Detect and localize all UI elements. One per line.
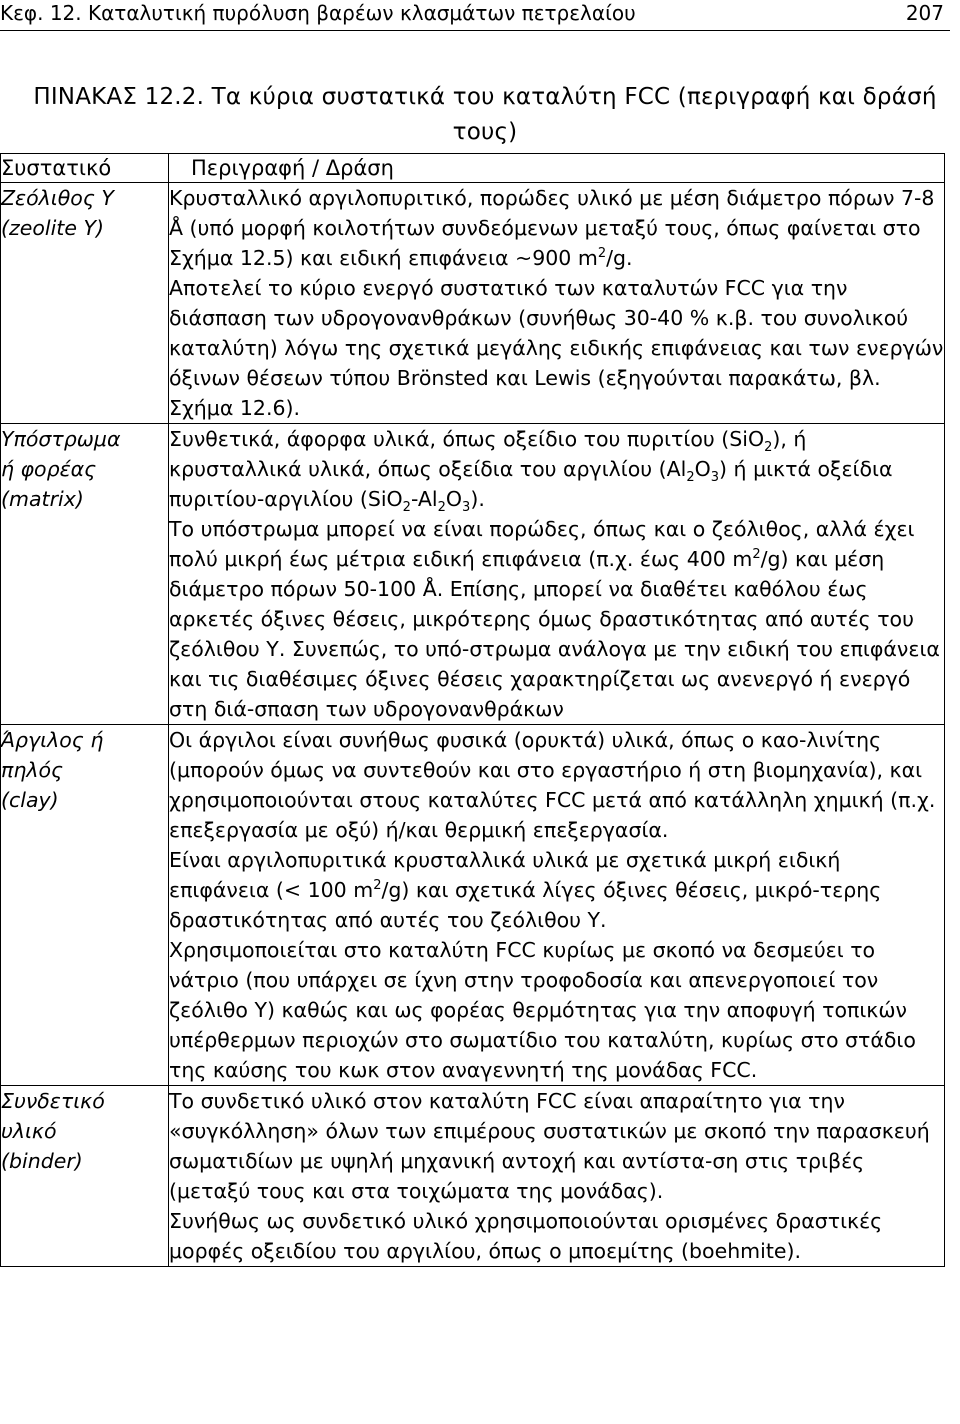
table-row — [1, 424, 945, 725]
table-row — [1, 1086, 945, 1267]
description-paragraph — [169, 935, 944, 1085]
description-text: ), ή κρυσταλλικά υλικά, όπως οξείδια του αργιλίου (Al — [169, 427, 807, 481]
component-name-line: (clay) — [1, 788, 59, 812]
component-name-line: πηλός — [1, 758, 64, 782]
column-header-description: Περιγραφή / Δράση — [169, 154, 945, 183]
component-description-cell — [169, 424, 945, 725]
chemical-index: 2 — [686, 470, 695, 486]
chemical-index: 2 — [764, 440, 773, 456]
description-text: ) ή μικτά οξείδια πυριτίου-αργιλίου (SiO — [169, 457, 893, 511]
description-paragraph — [169, 183, 944, 273]
description-paragraph — [169, 1206, 944, 1266]
component-description-cell — [169, 725, 945, 1086]
chemical-index: 2 — [437, 500, 446, 516]
chemical-index: 3 — [462, 500, 471, 516]
description-text: /g) και μέση διάμετρο πόρων 50-100 Å. Επίσης, μπορεί να διαθέτει καθόλου έως αρκετές όξινες θέσεις, μικρότερης όμως δραστικότητας από αυτές του ζεόλιθου Υ. Συνεπώς, το υπό-στρωμα ανάλογα με την ειδική του επιφάνεια και τις διαθέσιμες όξινες θέσεις χαρακτηρίζεται ως ανενεργό ή ενεργό στη διά-σπαση των υδρογονανθράκων — [169, 547, 940, 721]
table-header-row — [1, 154, 945, 183]
component-description-cell — [169, 1086, 945, 1267]
description-paragraph — [169, 725, 944, 845]
description-text: O — [445, 487, 463, 511]
table-body — [1, 183, 945, 1267]
description-paragraph — [169, 1086, 944, 1206]
description-text: ). — [470, 487, 485, 511]
table-row — [1, 183, 945, 424]
component-name-line: ή φορέας — [1, 457, 97, 481]
page-number: 207 — [905, 1, 944, 25]
description-text: Κρυσταλλικό αργιλοπυριτικό, πορώδες υλικό με μέση διάμετρο πόρων 7-8 Å (υπό μορφή κοιλοτήτων συνδεόμενων μεταξύ τους, όπως φαίνεται στο Σχήμα 12.5) και ειδική επιφάνεια ~900 m — [169, 186, 935, 270]
chemical-index: 2 — [373, 878, 382, 894]
description-paragraph — [169, 273, 944, 423]
description-paragraph — [169, 845, 944, 935]
component-name-cell — [1, 1086, 169, 1267]
component-name-line: (matrix) — [1, 487, 84, 511]
description-paragraph — [169, 424, 944, 514]
description-text: Το υπόστρωμα μπορεί να είναι πορώδες, όπως και ο ζεόλιθος, αλλά έχει πολύ μικρή έως μέτρια ειδική επιφάνεια (π.χ. έως 400 m — [169, 517, 915, 571]
description-text: Χρησιμοποιείται στο καταλύτη FCC κυρίως με σκοπό να δεσμεύει το νάτριο (που υπάρχει σε ίχνη στην τροφοδοσία και απενεργοποιεί τον ζεόλιθο Υ) καθώς και ως φορέας θερμότητας για την αποφυγή τοπικών υπέρθερμων περιοχών στο σωματίδιο του καταλύτη, κυρίως στο στάδιο της καύσης του κωκ στον αναγεννητή της μονάδας FCC. — [169, 938, 916, 1082]
description-paragraph — [169, 514, 944, 724]
component-name-line: Υπόστρωμα — [1, 427, 121, 451]
chemical-index: 2 — [402, 500, 411, 516]
components-table — [0, 153, 945, 1267]
table-caption: ΠΙΝΑΚΑΣ 12.2. Τα κύρια συστατικά του καταλύτη FCC (περιγραφή και δράσή τους) — [33, 84, 937, 145]
description-text: -Al — [410, 487, 438, 511]
component-name-line: (binder) — [1, 1149, 83, 1173]
component-name-line: Άργιλος ή — [1, 728, 104, 752]
component-name-cell — [1, 725, 169, 1086]
description-text: Το συνδετικό υλικό στον καταλύτη FCC είναι απαραίτητο για την «συγκόλληση» όλων των επιμέρους συστατικών με σκοπό την παρασκευή σωματιδίων με υψηλή μηχανική αντοχή και αντίστα-ση στις τριβές (μεταξύ τους και στα τοιχώματα της μονάδας). — [169, 1089, 930, 1203]
description-text: O — [694, 457, 711, 481]
component-name-line: Ζεόλιθος Υ — [1, 186, 114, 210]
component-name-line: υλικό — [1, 1119, 57, 1143]
description-text: /g) και σχετικά λίγες όξινες θέσεις, μικρό-τερης δραστικότητας από αυτές του ζεόλιθου Υ. — [169, 878, 882, 932]
chemical-index: 2 — [597, 246, 607, 262]
description-text: Αποτελεί το κύριο ενεργό συστατικό των καταλυτών FCC για την διάσπαση των υδρογονανθράκων (συνήθως 30-40 % κ.β. του συνολικού καταλύτη) λόγω της σχετικά μεγάλης ειδικής επιφάνειας και των ενεργών όξινων θέσεων τύπου Brönsted και Lewis (εξηγούνται παρακάτω, βλ. Σχήμα 12.6). — [169, 276, 944, 420]
component-description-cell — [169, 183, 945, 424]
component-name-cell — [1, 183, 169, 424]
description-text: Συνθετικά, άφορφα υλικά, όπως οξείδιο του πυριτίου (SiO — [169, 427, 765, 451]
description-text: /g. — [606, 246, 633, 270]
table-row — [1, 725, 945, 1086]
component-name-cell — [1, 424, 169, 725]
column-header-component: Συστατικό — [1, 154, 169, 183]
chemical-index: 3 — [710, 470, 720, 486]
header-rule — [0, 30, 950, 31]
description-text: Συνήθως ως συνδετικό υλικό χρησιμοποιούνται ορισμένες δραστικές μορφές οξειδίου του αργιλίου, όπως ο μποεμίτης (boehmite). — [169, 1209, 883, 1263]
chemical-index: 2 — [752, 547, 761, 563]
chapter-title: Κεφ. 12. Καταλυτική πυρόλυση βαρέων κλασμάτων πετρελαίου — [0, 1, 636, 25]
component-name-line: (zeolite Y) — [1, 216, 104, 240]
description-text: Είναι αργιλοπυριτικά κρυσταλλικά υλικά με σχετικά μικρή ειδική επιφάνεια (< 100 m — [169, 848, 841, 902]
description-text: Οι άργιλοι είναι συνήθως φυσικά (ορυκτά) υλικά, όπως ο καο-λινίτης (μπορούν όμως να συντεθούν και στο εργαστήριο ή στη βιομηχανία), και χρησιμοποιούνται στους καταλύτες FCC μετά από κατάλληλη χημική (π.χ. επεξεργασία με οξύ) ή/και θερμική επεξεργασία. — [169, 728, 936, 842]
component-name-line: Συνδετικό — [1, 1089, 105, 1113]
running-header — [0, 0, 944, 26]
